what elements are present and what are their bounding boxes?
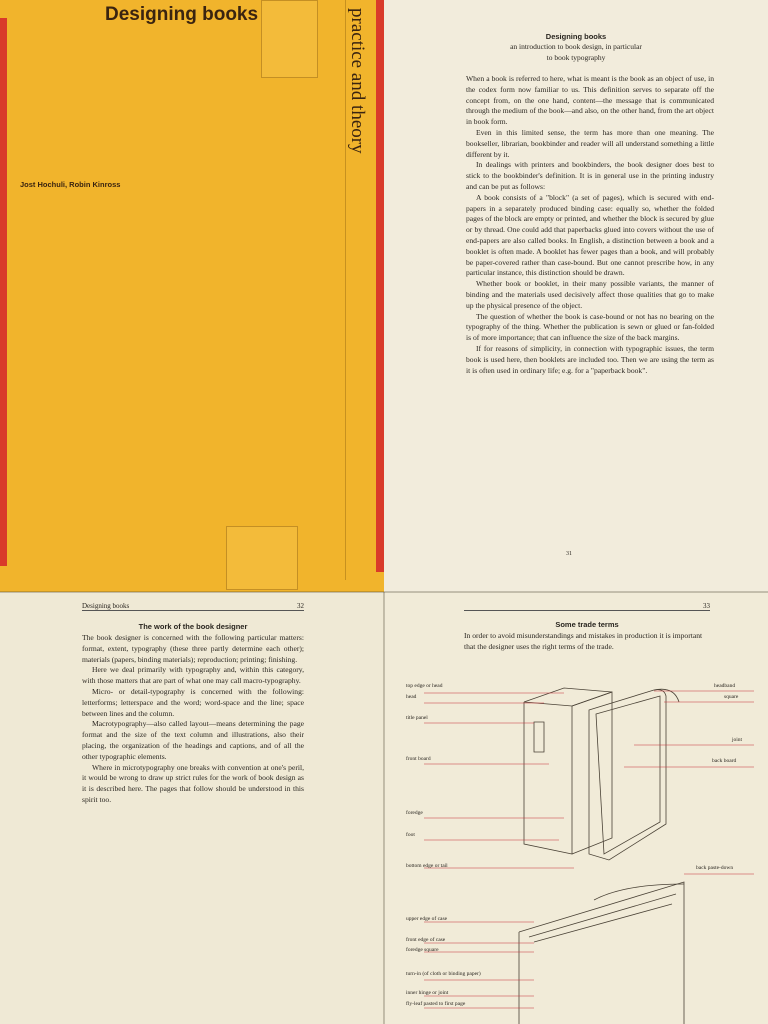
book-back-board <box>589 690 666 860</box>
paragraph: The book designer is concerned with the following particular matters: format, extent, typography (these three partly determine each other); materials (papers, binding materials); reproduction; printing; finishing. <box>82 633 304 664</box>
cover-spine-text: practice and theory <box>347 8 368 154</box>
page-32 <box>0 592 384 1024</box>
page-31-title: Designing books <box>545 32 607 41</box>
tape-mark-bottom <box>226 526 298 590</box>
book-block <box>596 696 660 854</box>
label-headband: headband <box>714 683 736 689</box>
book-gutter <box>383 592 385 1024</box>
paragraph: In dealings with printers and bookbinders, the book designer does best to stick to the bookbinder's definition. It is in general use in the printing industry and can be put as follows: <box>466 160 714 191</box>
title-panel <box>534 722 544 752</box>
page-31-header <box>384 32 768 63</box>
label-top-edge-or-head: top edge or head <box>406 683 443 689</box>
cover-title: Designing books <box>105 4 259 25</box>
paragraph: Macrotypography—also called layout—means determining the page format and the size of the text column and illustrations, also their placing, the organization of the headings and captions, and of all the other typographic elements. <box>82 719 304 761</box>
running-head-title: Designing books <box>82 602 130 610</box>
book-spine <box>572 692 612 854</box>
label-foot: foot <box>406 832 415 838</box>
paragraph: Micro- or detail-typography is concerned with the following: letterforms; letterspace and the word; word-space and the line; space between lines and the column. <box>82 686 304 718</box>
label-back-board: back board <box>712 758 737 764</box>
book-anatomy-diagram <box>384 592 768 1024</box>
cover-red-strip-left <box>0 18 7 566</box>
page-31-folio: 31 <box>566 551 572 557</box>
tape-mark-top <box>261 0 318 78</box>
book-front-board <box>524 702 572 854</box>
page-31 <box>384 0 768 592</box>
paragraph: If for reasons of simplicity, in connection with typographic issues, the term book is used here, then booklets are included too. Then we are using the term as it is often used in ordinary life; e.g. for a "paperback book". <box>466 343 714 375</box>
cover-authors: Jost Hochuli, Robin Kinross <box>20 180 121 189</box>
page-32-running-head <box>82 602 304 611</box>
page-31-subtitle-2: to book typography <box>546 53 606 62</box>
paragraph: A book consists of a "block" (a set of pages), which is secured with end-papers in a separately produced binding case: equally so, whether the folded pages of the block are empty or printed, and whether the block is secured by glue or by thread. One could add that paperbacks glued into covers without the use of end-papers are also called books. In English, a distinction between a book and a booklet is often made. A booklet has fewer pages than a book, and will probably be paper-covered rather than case-bound. But one cannot prescribe how, in any particular instance, this distinction should be drawn. <box>466 192 714 278</box>
page-33-running-head: 33 <box>464 602 710 611</box>
paragraph: Here we deal primarily with typography and, within this category, with those matters that are part of what one may call macro-typography. <box>82 665 304 686</box>
page-32-body <box>82 633 304 806</box>
page-32-folio: 32 <box>297 602 304 610</box>
label-back-paste-down: back paste-down <box>696 865 734 871</box>
label-front-edge-of-case: front edge of case <box>406 937 446 943</box>
paragraph: Even in this limited sense, the term has more than one meaning. The bookseller, librarian, bookbinder and reader will all understand something a little different by it. <box>466 127 714 159</box>
paragraph: Whether book or booklet, in their many possible variants, the manner of binding and the materials used decisively affect those qualities that go to make up the physical presence of the object. <box>466 279 714 310</box>
paragraph: Where in microtypography one breaks with convention at one's peril, it would be wrong to draw up strict rules for the work of book design as it is described here. The pages that follow should be understood in this spirit too. <box>82 762 304 804</box>
open-book-pages <box>529 894 676 942</box>
paragraph: When a book is referred to here, what is meant is the book as an object of use, in the codex form now familiar to us. This definition serves to separate off the concept from, on the one hand, content—the message that is communicated through the medium of the book—and also, on the other hand, from the art object in book form. <box>466 74 714 127</box>
book-cover <box>0 0 384 592</box>
label-joint: joint <box>732 737 743 743</box>
cover-red-strip-right <box>376 0 384 572</box>
label-front-board: front board <box>406 756 431 762</box>
label-bottom-edge-or-tail: bottom edge or tail <box>406 863 448 869</box>
label-foredge: foredge <box>406 810 423 816</box>
page-33-intro: In order to avoid misunderstandings and mistakes in production it is important that the designer uses the right terms of the trade. <box>464 631 703 651</box>
label-foredge-square: foredge square <box>406 947 439 953</box>
label-upper-edge-of-case: upper edge of case <box>406 916 448 922</box>
label-square: square <box>724 694 739 700</box>
label-title-panel: title panel <box>406 715 428 721</box>
page-32-heading: The work of the book designer <box>138 622 248 631</box>
page-31-body <box>466 74 714 376</box>
label-turn-in: turn-in (of cloth or binding paper) <box>406 971 481 977</box>
label-fly-leaf: fly-leaf pasted to first page <box>406 1001 466 1007</box>
page-33 <box>384 592 768 1024</box>
label-head: head <box>406 694 417 700</box>
page-33-heading: Some trade terms <box>555 620 619 629</box>
paragraph: The question of whether the book is case-bound or not has no bearing on the typography of the thing. Whether the publication is sewn or glued or fan-folded is of more importance; that can influence the size of the back margins. <box>466 311 714 343</box>
label-inner-hinge: inner hinge or joint <box>406 990 449 996</box>
open-book-outline <box>519 882 684 1024</box>
page-31-subtitle-1: an introduction to book design, in particular <box>510 42 642 51</box>
